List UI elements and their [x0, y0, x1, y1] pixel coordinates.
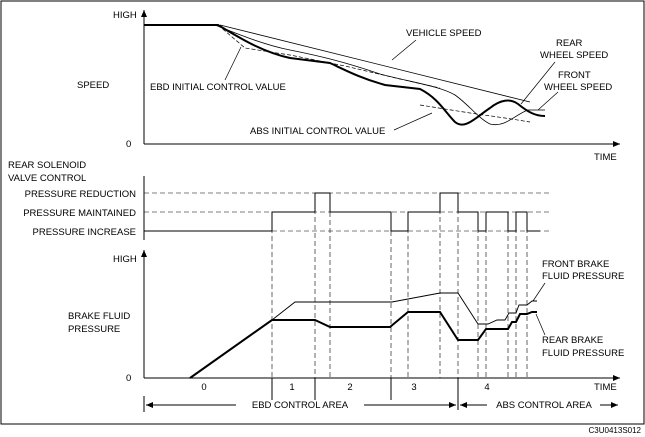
abs-initial-control-label: ABS INITIAL CONTROL VALUE: [250, 126, 386, 137]
front-wheel-speed-label-1: FRONT: [558, 70, 591, 81]
phase-1: 1: [289, 382, 295, 393]
speed-y-label: SPEED: [77, 80, 110, 91]
rear-brake-pressure-leader: [536, 314, 545, 335]
ebd-control-area-label: EBD CONTROL AREA: [251, 400, 349, 411]
speed-y-zero: 0: [126, 139, 132, 150]
pressure-y-high: HIGH: [113, 254, 137, 265]
front-wheel-speed-label-2: WHEEL SPEED: [544, 82, 613, 93]
level-pressure-increase: PRESSURE INCREASE: [32, 227, 136, 238]
vehicle-speed-label: VEHICLE SPEED: [406, 28, 482, 39]
rear-brake-pressure-curve: [190, 312, 537, 378]
rear-brake-pressure-label-1: REAR BRAKE: [542, 335, 604, 346]
front-brake-pressure-label-2: FLUID PRESSURE: [542, 271, 625, 282]
pressure-graph: [68, 250, 624, 393]
level-pressure-maintained: PRESSURE MAINTAINED: [23, 208, 136, 219]
rear-wheel-speed-label-2: WHEEL SPEED: [540, 50, 609, 61]
front-brake-pressure-label-1: FRONT BRAKE: [542, 259, 610, 270]
pressure-y-label-1: BRAKE FLUID: [68, 311, 131, 322]
speed-graph: [77, 10, 620, 163]
front-brake-pressure-curve: [190, 293, 537, 378]
phase-guides: [272, 193, 527, 396]
phase-4: 4: [484, 382, 490, 393]
rear-wheel-speed-curve: [144, 25, 545, 125]
pressure-y-label-2: PRESSURE: [68, 324, 121, 335]
figure-code: C3U0413S012: [588, 426, 641, 435]
phase-0: 0: [201, 382, 207, 393]
solenoid-graph: [8, 160, 552, 240]
ebd-initial-control-leader: [225, 47, 241, 80]
pressure-x-label: TIME: [594, 382, 617, 393]
solenoid-title-2: VALVE CONTROL: [8, 173, 87, 184]
speed-x-label: TIME: [594, 152, 617, 163]
abs-control-area-label: ABS CONTROL AREA: [496, 400, 592, 411]
pressure-y-zero: 0: [126, 373, 132, 384]
level-pressure-reduction: PRESSURE REDUCTION: [24, 189, 136, 200]
rear-wheel-speed-label-1: REAR: [556, 38, 583, 49]
front-wheel-speed-curve: [144, 25, 545, 125]
phase-2: 2: [347, 382, 353, 393]
front-wheel-speed-leader: [538, 92, 558, 110]
solenoid-title-1: REAR SOLENOID: [8, 160, 87, 171]
speed-y-high: HIGH: [113, 10, 137, 21]
front-brake-pressure-leader: [533, 283, 545, 301]
rear-brake-pressure-label-2: FLUID PRESSURE: [542, 348, 625, 359]
phase-3: 3: [411, 382, 417, 393]
abs-initial-control-leader: [394, 113, 432, 130]
ebd-initial-control-label: EBD INITIAL CONTROL VALUE: [150, 82, 286, 93]
vehicle-speed-leader: [392, 40, 416, 60]
control-areas: [144, 396, 618, 412]
